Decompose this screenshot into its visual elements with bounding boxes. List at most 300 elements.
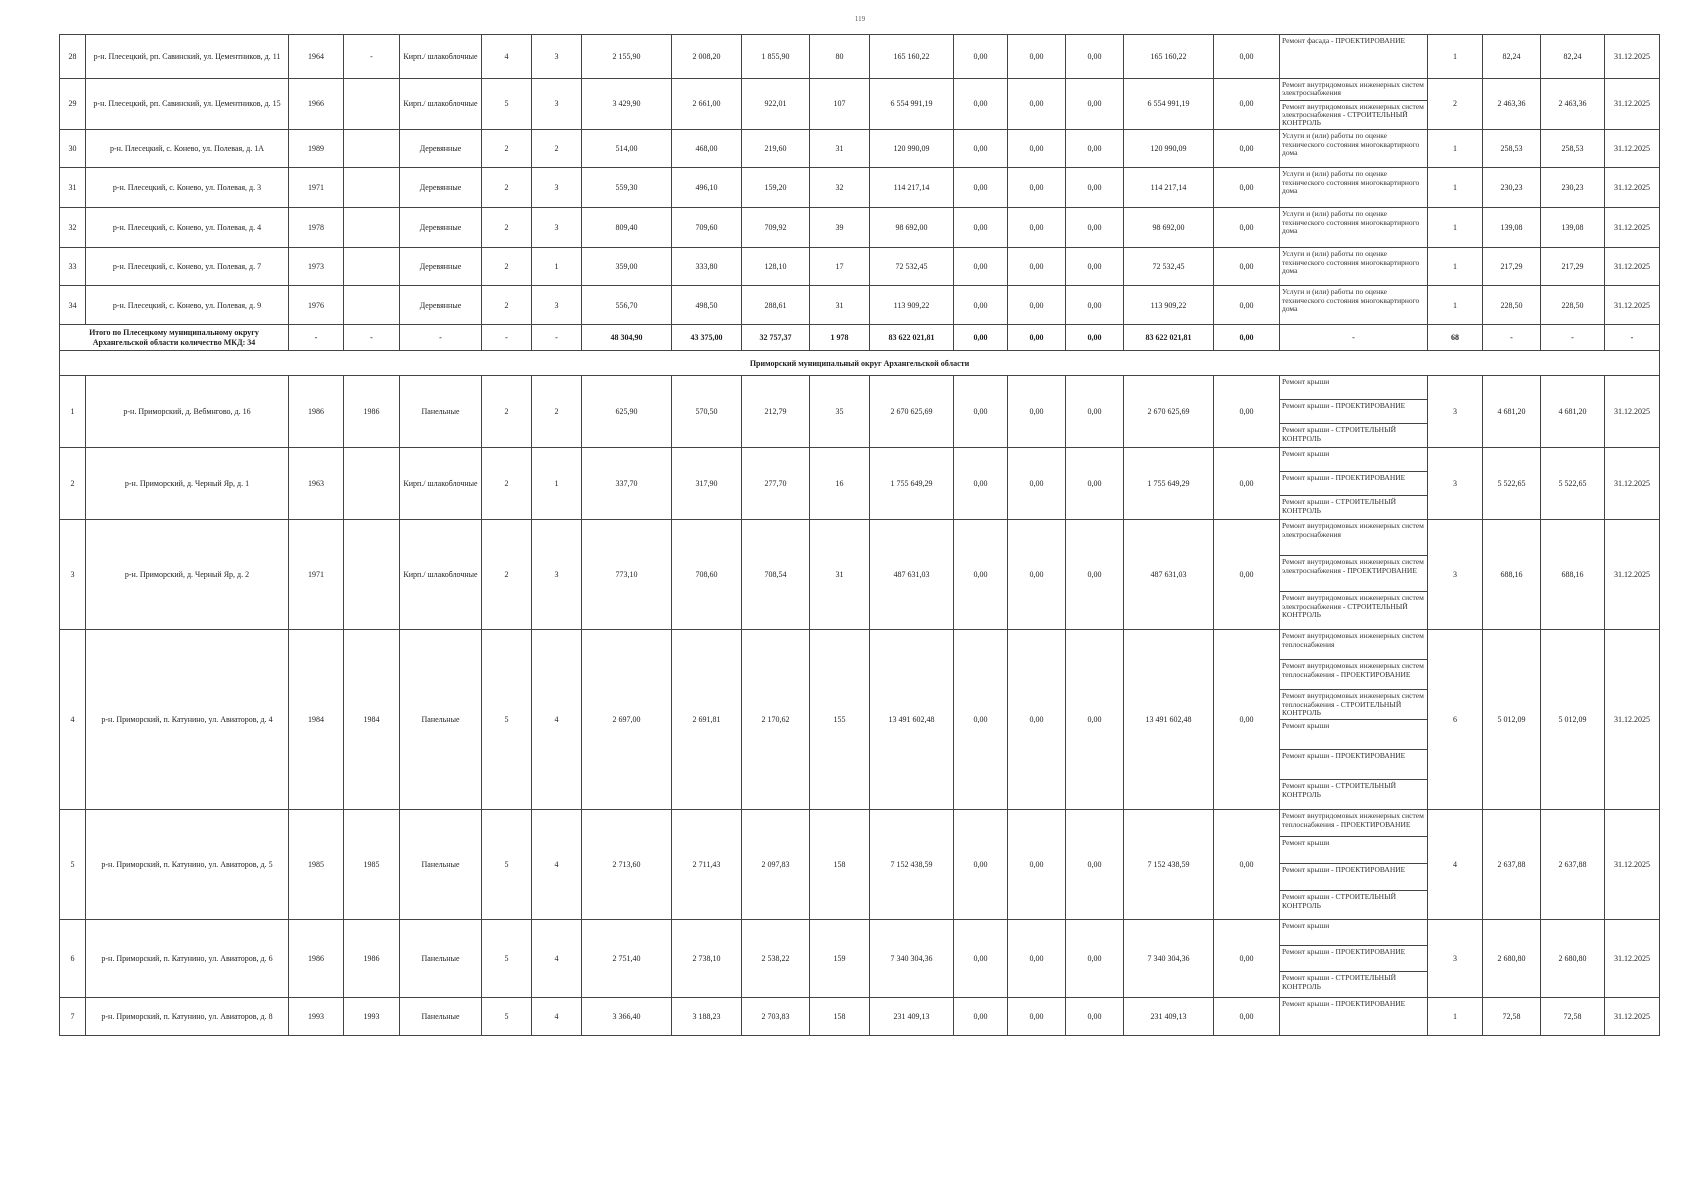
cell-entrances: 2 (532, 376, 582, 448)
cell-address: р-н. Приморский, д. Вебмнгово, д. 16 (86, 376, 289, 448)
cell-cost-federal: 0,00 (954, 286, 1008, 325)
cell-cost-federal: 0,00 (954, 79, 1008, 130)
work-item: Ремонт внутридомовых инженерных систем электроснабжения (1280, 520, 1427, 556)
work-item: Ремонт крыши - СТРОИТЕЛЬНЫЙ КОНТРОЛЬ (1282, 425, 1397, 443)
cell-area-residential: 288,61 (742, 286, 810, 325)
cell-cost-other: 0,00 (1214, 248, 1280, 286)
cell-area-residential: 128,10 (742, 248, 810, 286)
cell-cost-regional: 0,00 (1008, 630, 1066, 810)
cell-num: 4 (60, 630, 86, 810)
table-row (60, 168, 1660, 208)
cell-area-premises: 708,60 (672, 520, 742, 630)
cell-total-area: 2 155,90 (582, 35, 672, 79)
work-item: Ремонт внутридомовых инженерных систем электроснабжения (1280, 79, 1427, 101)
cell-total-area: 337,70 (582, 448, 672, 520)
cell-cost-local: 0,00 (1066, 35, 1124, 79)
cell-total-area: 3 429,90 (582, 79, 672, 130)
cell-unit-cost-limit: 228,50 (1541, 286, 1605, 325)
work-item: Ремонт крыши (1280, 448, 1427, 472)
table-row (60, 520, 1660, 630)
cell-residents: 80 (810, 35, 870, 79)
cell-floors: 5 (482, 810, 532, 920)
cell-year-built: 1986 (289, 376, 344, 448)
cell-address: р-н. Плесецкий, рп. Савинский, ул. Цементников, д. 11 (86, 35, 289, 79)
cell-cost-regional: 0,00 (1008, 286, 1066, 325)
cell-area-premises: 468,00 (672, 130, 742, 168)
cell-cost-regional: 0,00 (1008, 79, 1066, 130)
cell-area-residential: 922,01 (742, 79, 810, 130)
total-year-reconstruction: - (344, 325, 400, 351)
cell-cost-total: 113 909,22 (870, 286, 954, 325)
table-row (60, 130, 1660, 168)
cell-residents: 35 (810, 376, 870, 448)
cell-area-residential: 219,60 (742, 130, 810, 168)
cell-num: 33 (60, 248, 86, 286)
cell-area-premises: 3 188,23 (672, 998, 742, 1036)
cell-year-built: 1963 (289, 448, 344, 520)
cell-cost-regional: 0,00 (1008, 920, 1066, 998)
work-item: Услуги и (или) работы по оценке технического состояния многоквартирного дома (1282, 249, 1420, 275)
cell-year-reconstruction: 1986 (344, 920, 400, 998)
cell-num: 28 (60, 35, 86, 79)
total-wall-material: - (400, 325, 482, 351)
cell-floors: 2 (482, 520, 532, 630)
work-item: Ремонт крыши (1280, 376, 1427, 400)
cell-cost-total: 6 554 991,19 (870, 79, 954, 130)
cell-deadline: 31.12.2025 (1605, 79, 1660, 130)
cell-unit-cost-limit: 217,29 (1541, 248, 1605, 286)
cell-area-premises: 2 661,00 (672, 79, 742, 130)
cell-deadline: 31.12.2025 (1605, 130, 1660, 168)
cell-num: 7 (60, 998, 86, 1036)
total-cost-other: 0,00 (1214, 325, 1280, 351)
cell-cost-other: 0,00 (1214, 810, 1280, 920)
cell-works-count: 3 (1428, 448, 1483, 520)
cell-entrances: 3 (532, 208, 582, 248)
cell-cost-total: 165 160,22 (870, 35, 954, 79)
cell-works (1280, 448, 1428, 520)
total-label: Итого по Плесецкому муниципальному округу Архангельской области количество МКД: 34 (60, 325, 289, 351)
total-area-premises: 43 375,00 (672, 325, 742, 351)
cell-cost-other: 0,00 (1214, 208, 1280, 248)
cell-unit-cost-limit: 139,08 (1541, 208, 1605, 248)
cell-entrances: 1 (532, 448, 582, 520)
cell-address: р-н. Плесецкий, с. Конево, ул. Полевая, д. 4 (86, 208, 289, 248)
cell-cost-federal: 0,00 (954, 448, 1008, 520)
cell-cost-other: 0,00 (1214, 286, 1280, 325)
cell-wall-material: Деревянные (400, 208, 482, 248)
cell-floors: 5 (482, 920, 532, 998)
cell-residents: 16 (810, 448, 870, 520)
cell-area-residential: 212,79 (742, 376, 810, 448)
cell-unit-cost: 139,08 (1483, 208, 1541, 248)
total-year-built: - (289, 325, 344, 351)
cell-address: р-н. Приморский, д. Черный Яр, д. 2 (86, 520, 289, 630)
table-row (60, 920, 1660, 998)
cell-works-count: 6 (1428, 630, 1483, 810)
cell-cost-owners: 487 631,03 (1124, 520, 1214, 630)
cell-year-reconstruction (344, 130, 400, 168)
cell-unit-cost-limit: 72,58 (1541, 998, 1605, 1036)
cell-cost-local: 0,00 (1066, 920, 1124, 998)
cell-cost-federal: 0,00 (954, 208, 1008, 248)
cell-year-reconstruction (344, 208, 400, 248)
cell-entrances: 4 (532, 630, 582, 810)
table-row (60, 79, 1660, 130)
work-item: Ремонт внутридомовых инженерных систем теплоснабжения (1280, 630, 1427, 660)
cell-year-built: 1984 (289, 630, 344, 810)
total-works-count: 68 (1428, 325, 1483, 351)
total-unit-cost: - (1483, 325, 1541, 351)
cell-unit-cost: 230,23 (1483, 168, 1541, 208)
cell-works-count: 2 (1428, 79, 1483, 130)
table-row (60, 286, 1660, 325)
cell-year-reconstruction (344, 448, 400, 520)
cell-unit-cost: 2 680,80 (1483, 920, 1541, 998)
cell-cost-regional: 0,00 (1008, 248, 1066, 286)
work-item: Ремонт крыши (1280, 837, 1427, 864)
cell-cost-regional: 0,00 (1008, 130, 1066, 168)
cell-residents: 17 (810, 248, 870, 286)
cell-area-residential: 2 097,83 (742, 810, 810, 920)
work-item: Ремонт внутридомовых инженерных систем теплоснабжения - ПРОЕКТИРОВАНИЕ (1280, 660, 1427, 690)
cell-unit-cost: 217,29 (1483, 248, 1541, 286)
cell-residents: 158 (810, 810, 870, 920)
cell-num: 2 (60, 448, 86, 520)
cell-year-built: 1993 (289, 998, 344, 1036)
cell-address: р-н. Плесецкий, с. Конево, ул. Полевая, д. 1А (86, 130, 289, 168)
cell-residents: 107 (810, 79, 870, 130)
work-item: Ремонт внутридомовых инженерных систем электроснабжения - СТРОИТЕЛЬНЫЙ КОНТРОЛЬ (1282, 593, 1424, 619)
work-item: Ремонт внутридомовых инженерных систем электроснабжения - ПРОЕКТИРОВАНИЕ (1280, 556, 1427, 592)
cell-floors: 2 (482, 286, 532, 325)
cell-cost-local: 0,00 (1066, 630, 1124, 810)
cell-cost-other: 0,00 (1214, 520, 1280, 630)
cell-cost-other: 0,00 (1214, 630, 1280, 810)
cell-cost-other: 0,00 (1214, 79, 1280, 130)
cell-deadline: 31.12.2025 (1605, 168, 1660, 208)
cell-address: р-н. Плесецкий, рп. Савинский, ул. Цементников, д. 15 (86, 79, 289, 130)
cell-works-count: 1 (1428, 35, 1483, 79)
cell-cost-total: 2 670 625,69 (870, 376, 954, 448)
cell-cost-total: 487 631,03 (870, 520, 954, 630)
cell-works (1280, 35, 1428, 79)
cell-entrances: 3 (532, 520, 582, 630)
table-row (60, 630, 1660, 810)
work-item: Ремонт внутридомовых инженерных систем теплоснабжения - СТРОИТЕЛЬНЫЙ КОНТРОЛЬ (1280, 690, 1427, 720)
cell-cost-other: 0,00 (1214, 168, 1280, 208)
cell-year-built: 1986 (289, 920, 344, 998)
cell-num: 1 (60, 376, 86, 448)
work-item: Услуги и (или) работы по оценке технического состояния многоквартирного дома (1282, 169, 1420, 195)
cell-cost-owners: 1 755 649,29 (1124, 448, 1214, 520)
cell-cost-federal: 0,00 (954, 130, 1008, 168)
cell-cost-local: 0,00 (1066, 448, 1124, 520)
cell-cost-total: 1 755 649,29 (870, 448, 954, 520)
cell-cost-other: 0,00 (1214, 130, 1280, 168)
cell-unit-cost-limit: 230,23 (1541, 168, 1605, 208)
cell-cost-owners: 98 692,00 (1124, 208, 1214, 248)
cell-area-premises: 498,50 (672, 286, 742, 325)
work-item: Услуги и (или) работы по оценке технического состояния многоквартирного дома (1282, 287, 1420, 313)
cell-address: р-н. Приморский, п. Катунино, ул. Авиаторов, д. 4 (86, 630, 289, 810)
cell-cost-federal: 0,00 (954, 35, 1008, 79)
plesetsk-total (60, 325, 1660, 376)
cell-deadline: 31.12.2025 (1605, 286, 1660, 325)
total-row (60, 325, 1660, 351)
cell-num: 34 (60, 286, 86, 325)
work-item: Услуги и (или) работы по оценке технического состояния многоквартирного дома (1282, 209, 1420, 235)
cell-works (1280, 248, 1428, 286)
cell-cost-other: 0,00 (1214, 376, 1280, 448)
cell-area-residential: 277,70 (742, 448, 810, 520)
cell-works (1280, 376, 1428, 448)
cell-cost-owners: 13 491 602,48 (1124, 630, 1214, 810)
total-entrances: - (532, 325, 582, 351)
cell-cost-owners: 7 152 438,59 (1124, 810, 1214, 920)
cell-unit-cost: 2 637,88 (1483, 810, 1541, 920)
cell-year-built: 1971 (289, 520, 344, 630)
cell-year-reconstruction: 1984 (344, 630, 400, 810)
total-total-area: 48 304,90 (582, 325, 672, 351)
plesetsk-section (60, 35, 1660, 325)
cell-area-premises: 2 008,20 (672, 35, 742, 79)
cell-unit-cost-limit: 2 463,36 (1541, 79, 1605, 130)
cell-residents: 159 (810, 920, 870, 998)
cell-cost-other: 0,00 (1214, 448, 1280, 520)
cell-wall-material: Панельные (400, 630, 482, 810)
cell-cost-total: 7 152 438,59 (870, 810, 954, 920)
cell-cost-total: 114 217,14 (870, 168, 954, 208)
cell-unit-cost: 82,24 (1483, 35, 1541, 79)
cell-address: р-н. Плесецкий, с. Конево, ул. Полевая, д. 9 (86, 286, 289, 325)
cell-works-count: 4 (1428, 810, 1483, 920)
cell-year-reconstruction: 1986 (344, 376, 400, 448)
cell-area-residential: 709,92 (742, 208, 810, 248)
cell-works-count: 3 (1428, 376, 1483, 448)
cell-floors: 2 (482, 130, 532, 168)
cell-deadline: 31.12.2025 (1605, 35, 1660, 79)
work-item: Ремонт крыши - ПРОЕКТИРОВАНИЕ (1280, 946, 1427, 972)
cell-cost-local: 0,00 (1066, 208, 1124, 248)
cell-entrances: 4 (532, 810, 582, 920)
cell-residents: 155 (810, 630, 870, 810)
cell-total-area: 2 751,40 (582, 920, 672, 998)
cell-residents: 32 (810, 168, 870, 208)
cell-year-built: 1989 (289, 130, 344, 168)
work-item: Ремонт внутридомовых инженерных систем теплоснабжения - ПРОЕКТИРОВАНИЕ (1280, 810, 1427, 837)
cell-num: 5 (60, 810, 86, 920)
cell-wall-material: Панельные (400, 998, 482, 1036)
cell-address: р-н. Приморский, п. Катунино, ул. Авиаторов, д. 5 (86, 810, 289, 920)
work-item: Ремонт крыши - ПРОЕКТИРОВАНИЕ (1280, 750, 1427, 780)
work-item: Ремонт фасада - ПРОЕКТИРОВАНИЕ (1282, 36, 1406, 45)
cell-cost-owners: 72 532,45 (1124, 248, 1214, 286)
cell-unit-cost: 5 012,09 (1483, 630, 1541, 810)
work-item: Ремонт крыши - СТРОИТЕЛЬНЫЙ КОНТРОЛЬ (1282, 892, 1397, 910)
section-header-row (60, 351, 1660, 376)
cell-deadline: 31.12.2025 (1605, 998, 1660, 1036)
cell-cost-total: 98 692,00 (870, 208, 954, 248)
cell-entrances: 1 (532, 248, 582, 286)
cell-cost-regional: 0,00 (1008, 208, 1066, 248)
cell-num: 31 (60, 168, 86, 208)
cell-wall-material: Панельные (400, 376, 482, 448)
table-row (60, 998, 1660, 1036)
work-item: Ремонт внутридомовых инженерных систем электроснабжения - СТРОИТЕЛЬНЫЙ КОНТРОЛЬ (1282, 101, 1424, 127)
cell-cost-local: 0,00 (1066, 376, 1124, 448)
cell-floors: 2 (482, 208, 532, 248)
table-row (60, 35, 1660, 79)
cell-works-count: 1 (1428, 248, 1483, 286)
cell-residents: 31 (810, 130, 870, 168)
cell-works-count: 1 (1428, 168, 1483, 208)
work-item: Ремонт крыши (1280, 720, 1427, 750)
cell-works-count: 3 (1428, 920, 1483, 998)
cell-num: 32 (60, 208, 86, 248)
cell-wall-material: Панельные (400, 810, 482, 920)
cell-floors: 2 (482, 248, 532, 286)
cell-cost-other: 0,00 (1214, 35, 1280, 79)
cell-area-premises: 570,50 (672, 376, 742, 448)
cell-wall-material: Деревянные (400, 130, 482, 168)
cell-year-built: 1964 (289, 35, 344, 79)
cell-cost-federal: 0,00 (954, 810, 1008, 920)
cell-floors: 2 (482, 448, 532, 520)
section-title: Приморский муниципальный округ Архангельской области (60, 351, 1660, 376)
cell-cost-regional: 0,00 (1008, 998, 1066, 1036)
cell-year-built: 1978 (289, 208, 344, 248)
cell-cost-local: 0,00 (1066, 168, 1124, 208)
cell-works (1280, 79, 1428, 130)
cell-residents: 31 (810, 520, 870, 630)
cell-num: 29 (60, 79, 86, 130)
cell-residents: 39 (810, 208, 870, 248)
cell-residents: 158 (810, 998, 870, 1036)
table-row (60, 376, 1660, 448)
cell-year-built: 1976 (289, 286, 344, 325)
cell-works (1280, 286, 1428, 325)
total-deadline: - (1605, 325, 1660, 351)
cell-cost-federal: 0,00 (954, 630, 1008, 810)
cell-cost-other: 0,00 (1214, 920, 1280, 998)
cell-cost-regional: 0,00 (1008, 520, 1066, 630)
cell-area-residential: 2 703,83 (742, 998, 810, 1036)
cell-year-reconstruction (344, 520, 400, 630)
cell-year-built: 1973 (289, 248, 344, 286)
work-item: Ремонт крыши - ПРОЕКТИРОВАНИЕ (1280, 400, 1427, 424)
cell-deadline: 31.12.2025 (1605, 630, 1660, 810)
cell-works (1280, 520, 1428, 630)
cell-works-count: 1 (1428, 286, 1483, 325)
work-item: Услуги и (или) работы по оценке технического состояния многоквартирного дома (1282, 131, 1420, 157)
cell-wall-material: Панельные (400, 920, 482, 998)
cell-area-residential: 708,54 (742, 520, 810, 630)
cell-entrances: 4 (532, 998, 582, 1036)
cell-year-built: 1971 (289, 168, 344, 208)
table-row (60, 448, 1660, 520)
cell-area-residential: 2 170,62 (742, 630, 810, 810)
cell-cost-other: 0,00 (1214, 998, 1280, 1036)
cell-unit-cost-limit: 2 637,88 (1541, 810, 1605, 920)
cell-area-residential: 2 538,22 (742, 920, 810, 998)
cell-unit-cost: 72,58 (1483, 998, 1541, 1036)
cell-area-premises: 2 691,81 (672, 630, 742, 810)
cell-cost-owners: 231 409,13 (1124, 998, 1214, 1036)
cell-address: р-н. Приморский, п. Катунино, ул. Авиаторов, д. 8 (86, 998, 289, 1036)
cell-cost-local: 0,00 (1066, 79, 1124, 130)
cell-works (1280, 920, 1428, 998)
cell-unit-cost: 258,53 (1483, 130, 1541, 168)
cell-address: р-н. Плесецкий, с. Конево, ул. Полевая, д. 3 (86, 168, 289, 208)
total-floors: - (482, 325, 532, 351)
cell-cost-regional: 0,00 (1008, 376, 1066, 448)
cell-cost-owners: 7 340 304,36 (1124, 920, 1214, 998)
page-number: 119 (854, 15, 866, 23)
work-item: Ремонт крыши - СТРОИТЕЛЬНЫЙ КОНТРОЛЬ (1282, 497, 1397, 515)
cell-address: р-н. Приморский, п. Катунино, ул. Авиаторов, д. 6 (86, 920, 289, 998)
cell-unit-cost-limit: 258,53 (1541, 130, 1605, 168)
cell-total-area: 359,00 (582, 248, 672, 286)
cell-floors: 5 (482, 998, 532, 1036)
work-item: Ремонт крыши - ПРОЕКТИРОВАНИЕ (1280, 864, 1427, 891)
cell-entrances: 3 (532, 168, 582, 208)
cell-cost-owners: 2 670 625,69 (1124, 376, 1214, 448)
cell-wall-material: Деревянные (400, 248, 482, 286)
cell-area-premises: 333,80 (672, 248, 742, 286)
table-row (60, 248, 1660, 286)
cell-cost-regional: 0,00 (1008, 448, 1066, 520)
cell-cost-owners: 113 909,22 (1124, 286, 1214, 325)
cell-cost-total: 120 990,09 (870, 130, 954, 168)
cell-cost-local: 0,00 (1066, 520, 1124, 630)
cell-entrances: 3 (532, 35, 582, 79)
cell-works-count: 1 (1428, 998, 1483, 1036)
cell-cost-owners: 165 160,22 (1124, 35, 1214, 79)
cell-total-area: 556,70 (582, 286, 672, 325)
cell-entrances: 2 (532, 130, 582, 168)
total-works: - (1280, 325, 1428, 351)
primorsky-section (60, 376, 1660, 1036)
cell-unit-cost-limit: 82,24 (1541, 35, 1605, 79)
cell-year-reconstruction (344, 79, 400, 130)
cell-cost-federal: 0,00 (954, 248, 1008, 286)
total-cost-total: 83 622 021,81 (870, 325, 954, 351)
cell-works (1280, 810, 1428, 920)
cell-num: 30 (60, 130, 86, 168)
total-residents: 1 978 (810, 325, 870, 351)
table-row (60, 208, 1660, 248)
cell-num: 3 (60, 520, 86, 630)
cell-total-area: 2 697,00 (582, 630, 672, 810)
cell-total-area: 559,30 (582, 168, 672, 208)
cell-area-premises: 709,60 (672, 208, 742, 248)
cell-year-reconstruction (344, 248, 400, 286)
total-cost-local: 0,00 (1066, 325, 1124, 351)
cell-cost-local: 0,00 (1066, 130, 1124, 168)
cell-cost-local: 0,00 (1066, 248, 1124, 286)
cell-cost-local: 0,00 (1066, 998, 1124, 1036)
repair-program-table (59, 34, 1660, 1036)
cell-cost-local: 0,00 (1066, 810, 1124, 920)
cell-unit-cost: 688,16 (1483, 520, 1541, 630)
cell-deadline: 31.12.2025 (1605, 448, 1660, 520)
cell-works (1280, 998, 1428, 1036)
cell-area-residential: 1 855,90 (742, 35, 810, 79)
cell-year-reconstruction: - (344, 35, 400, 79)
cell-cost-regional: 0,00 (1008, 168, 1066, 208)
cell-num: 6 (60, 920, 86, 998)
